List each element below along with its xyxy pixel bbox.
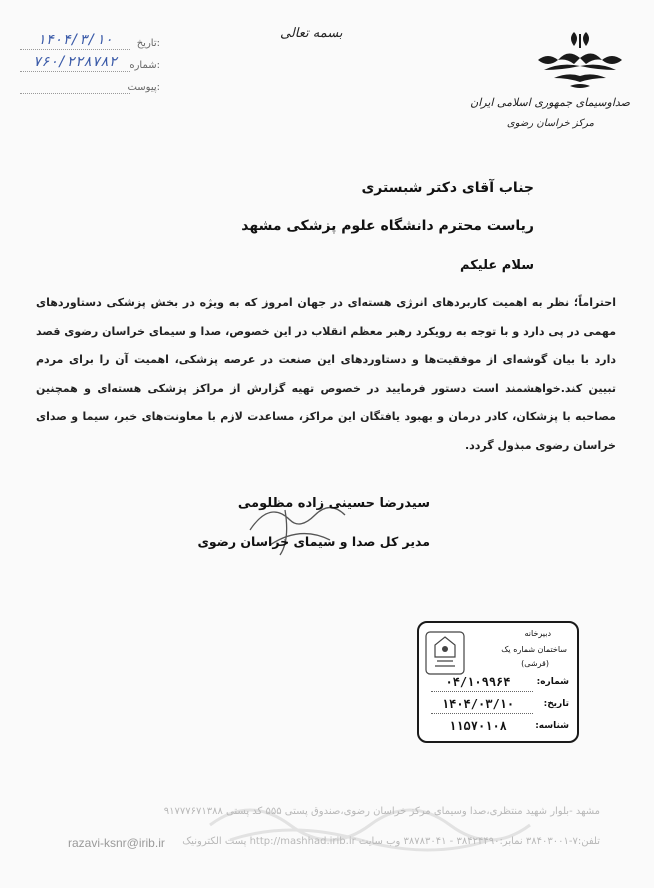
stamp-number-row: [423, 675, 569, 693]
date-value: ۱۴۰۴/۳/۱۰: [37, 32, 113, 48]
stamp-number-label: شماره:: [536, 677, 569, 687]
attachment-label: :پیوست: [127, 82, 160, 93]
organization-branch: مرکز خراسان رضوی: [506, 118, 594, 129]
stamp-date-label: تاریخ:: [543, 699, 569, 709]
letter-body: احتراماً؛ نظر به اهمیت کاربردهای انرژی هسته‌ای در جهان امروز که به ویژه در بخش پزشکی دستاوردهای مهمی در پی دارد و با توجه به رویکرد رهبر معظم انقلاب در این خصوص، صدا و سیمای خراسان رضوی قصد دارد با بیان گوشه‌ای از موفقیت‌ها و دستاوردهای این صنعت در عرصه پزشکی، اهمیت آن را برای مردم تبیین کند.خواهشمند است دستور فرمایید در خصوص تهیه گزارش از مراکز پزشکی هسته‌ای و همچنین مصاحبه با پزشکان، کادر درمان و بهبود یافتگان این مراکز، مساعدت لازم با معاونت‌های خبر، سیما و صدای خراسان رضوی مبذول گردد.: [36, 296, 616, 452]
signer-title: مدیر کل صدا و سیمای خراسان رضوی: [197, 534, 430, 549]
stamp-date-value: ۱۴۰۴/۰۳/۱۰: [441, 697, 515, 711]
stamp-office: دبیرخانه: [524, 629, 551, 638]
greeting-line: سلام علیکم: [460, 258, 534, 273]
stamp-id-value: ۱۱۵۷۰۱۰۸: [449, 719, 507, 733]
stamp-subtitle: (قرشی): [521, 659, 549, 668]
date-label: :تاریخ: [136, 38, 160, 49]
irib-logo-icon: [534, 30, 626, 92]
footer-contact: تلفن:۷-۳۸۴۰۳۰۰۱ نمابر:۳۸۴۲۴۴۹۰ - ۳۸۷۸۳۰۴۱ وب سایت http://mashhad.irib.ir پست الکترونیک: [182, 836, 600, 847]
organization-name: صداوسیمای جمهوری اسلامی ایران: [470, 96, 630, 109]
bismillah-heading: بسمه تعالی: [280, 26, 343, 41]
recipient-position: ریاست محترم دانشگاه علوم پزشکی مشهد: [241, 218, 534, 234]
recipient-line: جناب آقای دکتر شبستری: [361, 180, 534, 196]
footer-address: مشهد -بلوار شهید منتظری،صدا وسیمای مرکز خراسان رضوی،صندوق پستی ۵۵۵ کد پستی ۹۱۷۷۷۶۷۱۳۸۸: [163, 806, 600, 817]
university-emblem-icon: [425, 631, 465, 675]
stamp-building: ساختمان شماره یک: [501, 645, 567, 654]
secretariat-stamp: [417, 621, 579, 743]
stamp-id-label: شناسه:: [535, 721, 569, 731]
stamp-number-value: ۰۴/۱۰۹۹۶۴: [445, 675, 511, 689]
footer-email: razavi-ksnr@irib.ir: [68, 836, 165, 850]
stamp-date-row: [423, 697, 569, 715]
signer-name: سیدرضا حسینی زاده مظلومی: [237, 496, 430, 511]
number-label: :شماره: [129, 60, 160, 71]
stamp-id-row: [423, 719, 569, 737]
number-value: ۷۶۰/۲۲۸۷۸۲: [32, 54, 118, 70]
